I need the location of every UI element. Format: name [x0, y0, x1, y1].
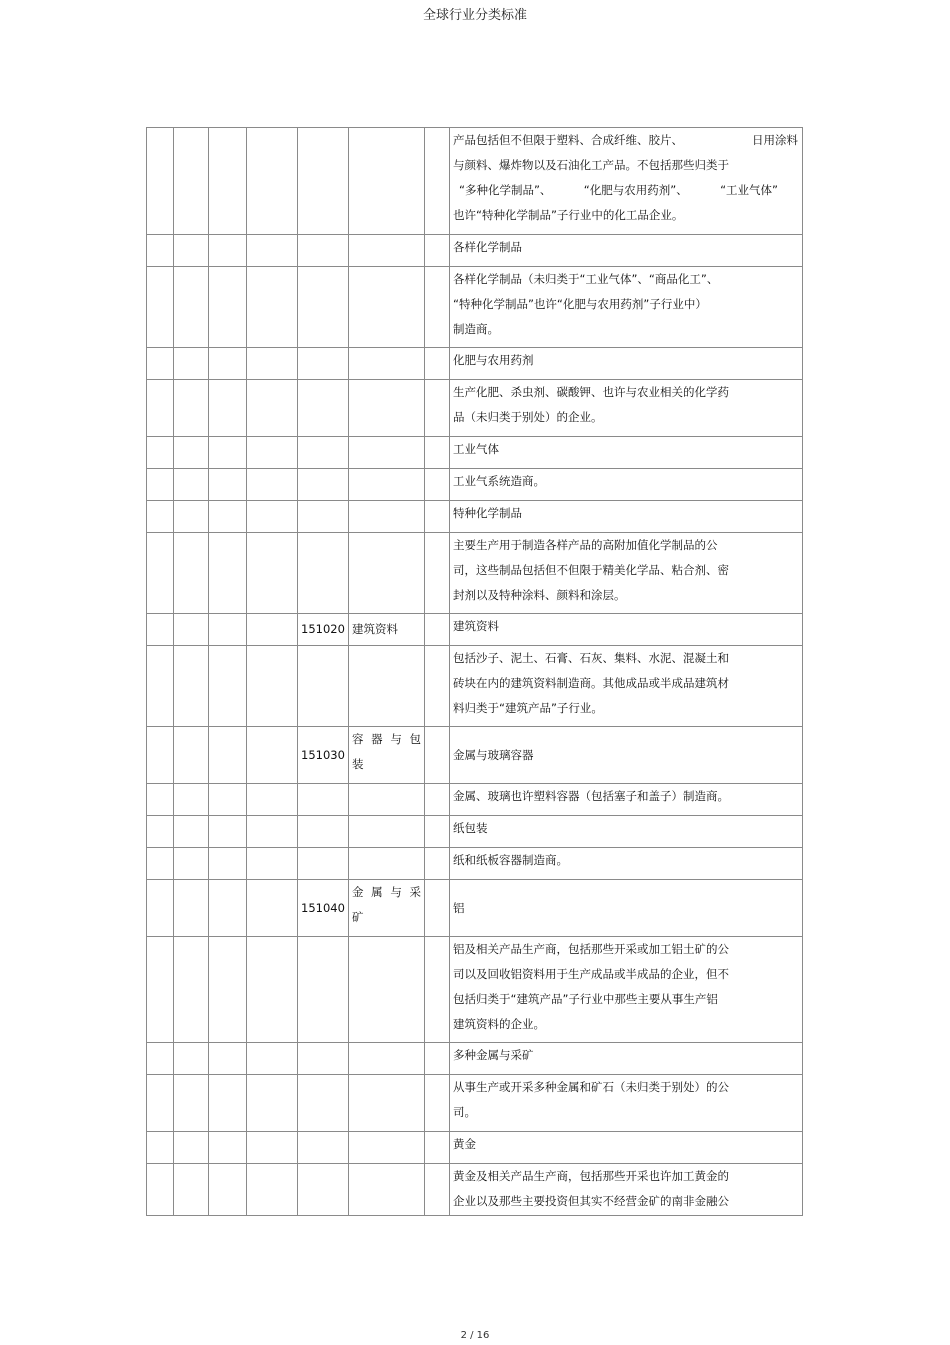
description-cell: 金属、玻璃也许塑料容器（包括塞子和盖子）制造商。: [450, 784, 803, 816]
industry-name-cell: 金 属 与 采 矿: [349, 880, 425, 937]
table-row: [147, 816, 803, 848]
table-row: [147, 614, 803, 646]
table-row: [147, 1132, 803, 1164]
table-row: [147, 1075, 803, 1132]
description-cell: 各样化学制品（未归类于“工业气体”、“商品化工”、 “特种化学制品”也许“化肥与农用药剂”子行业中） 制造商。: [450, 267, 803, 348]
description-cell: 产品包括但不但限于塑料、合成纤维、胶片、 日用涂料 与颜料、爆炸物以及石油化工产品。不包括那些归类于 “多种化学制品”、 “化肥与农用药剂”、 “工业气体” 也许“特种化学制品”子行业中的化工品企业。: [450, 128, 803, 235]
industry-classification-table: [146, 127, 803, 1216]
table-row: [147, 727, 803, 784]
table-row: [147, 128, 803, 235]
table-row: [147, 784, 803, 816]
table-row: [147, 1043, 803, 1075]
page-header-title: 全球行业分类标准: [422, 8, 527, 23]
subindustry-title-cell: 工业气体: [450, 437, 803, 469]
description-cell: 主要生产用于制造各样产品的高附加值化学制品的公 司，这些制品包括但不但限于精美化学品、粘合剂、密 封剂以及特种涂料、颜料和涂层。: [450, 533, 803, 614]
table-row: [147, 501, 803, 533]
table-row: [147, 848, 803, 880]
subindustry-title-cell: 各样化学制品: [450, 235, 803, 267]
table-row: [147, 437, 803, 469]
subindustry-title-cell: 多种金属与采矿: [450, 1043, 803, 1075]
table-row: [147, 880, 803, 937]
table-row: [147, 267, 803, 348]
industry-code-cell: 151030: [298, 727, 349, 784]
subindustry-title-cell: 铝: [450, 880, 803, 937]
table-row: [147, 1164, 803, 1216]
description-cell: 铝及相关产品生产商，包括那些开采或加工铝土矿的公 司以及回收铝资料用于生产成品或半成品的企业，但不 包括归类于“建筑产品”子行业中那些主要从事生产铝 建筑资料的企业。: [450, 937, 803, 1043]
subindustry-title-cell: 黄金: [450, 1132, 803, 1164]
table-row: [147, 469, 803, 501]
description-cell: 生产化肥、杀虫剂、碳酸钾、也许与农业相关的化学药 品（未归类于别处）的企业。: [450, 380, 803, 437]
subindustry-title-cell: 金属与玻璃容器: [450, 727, 803, 784]
subindustry-title-cell: 建筑资料: [450, 614, 803, 646]
industry-code-cell: 151040: [298, 880, 349, 937]
description-cell: 工业气系统造商。: [450, 469, 803, 501]
table-row: [147, 380, 803, 437]
table-row: [147, 348, 803, 380]
page-number: 2 / 16: [460, 1330, 490, 1341]
subindustry-title-cell: 纸包装: [450, 816, 803, 848]
description-cell: 包括沙子、泥土、石膏、石灰、集料、水泥、混凝土和 砖块在内的建筑资料制造商。其他成品或半成品建筑材 料归类于“建筑产品”子行业。: [450, 646, 803, 727]
description-cell: 从事生产或开采多种金属和矿石（未归类于别处）的公 司。: [450, 1075, 803, 1132]
description-cell: 纸和纸板容器制造商。: [450, 848, 803, 880]
subindustry-title-cell: 特种化学制品: [450, 501, 803, 533]
description-cell: 黄金及相关产品生产商，包括那些开采也许加工黄金的 企业以及那些主要投资但其实不经营金矿的南非金融公: [450, 1164, 803, 1216]
industry-name-cell: 容 器 与 包 装: [349, 727, 425, 784]
table-row: [147, 235, 803, 267]
industry-name-cell: 建筑资料: [349, 614, 425, 646]
subindustry-title-cell: 化肥与农用药剂: [450, 348, 803, 380]
table-row: [147, 646, 803, 727]
industry-code-cell: 151020: [298, 614, 349, 646]
table-row: [147, 533, 803, 614]
table-row: [147, 937, 803, 1043]
